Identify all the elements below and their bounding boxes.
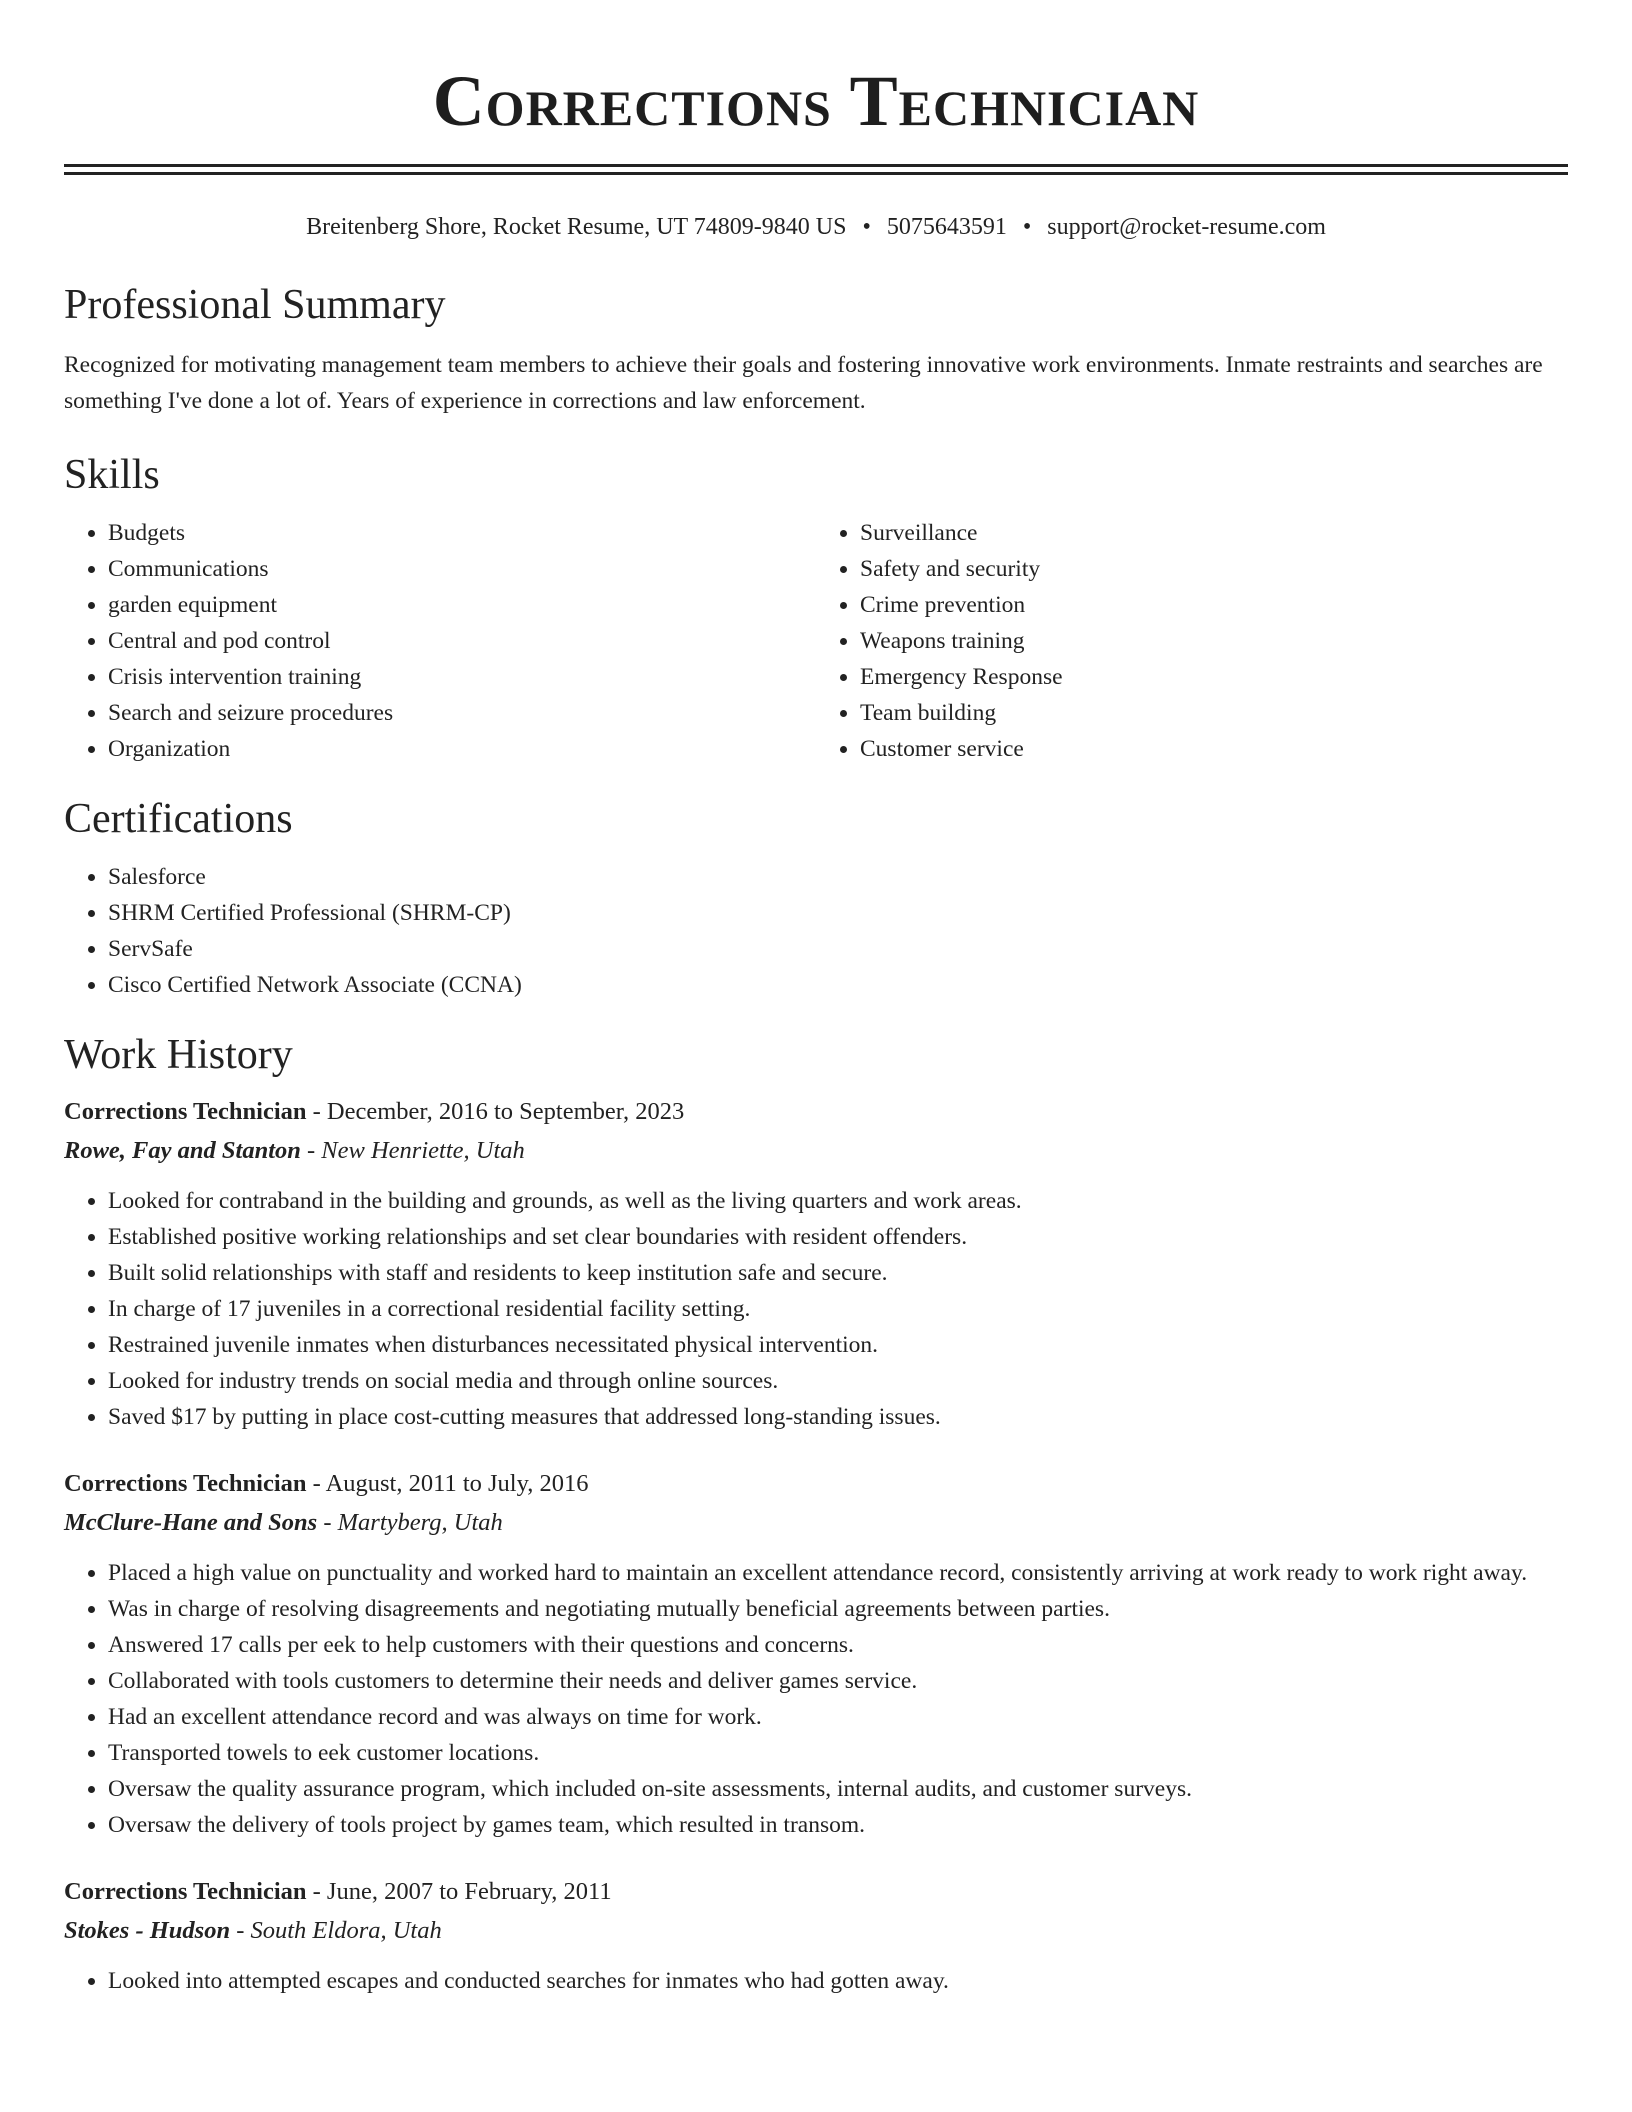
job-bullets (64, 1183, 1568, 1435)
skill-item: • Budgets (108, 515, 816, 551)
section-title-summary: Professional Summary (64, 282, 446, 328)
job-bullets (64, 1555, 1568, 1843)
contact-address: Breitenberg Shore, Rocket Resume, UT 74809-9840 US (306, 214, 847, 240)
certifications-list (64, 859, 1568, 1003)
job-bullets (64, 1963, 1568, 1999)
job-title: Corrections Technician (64, 1098, 307, 1125)
job-employer: Stokes - Hudson (64, 1917, 231, 1944)
job-title: Corrections Technician (64, 1878, 307, 1905)
job-heading (64, 1093, 1568, 1131)
job-heading (64, 1465, 1568, 1503)
job-bullet: • Restrained juvenile inmates when disturbances necessitated physical intervention. (108, 1327, 1568, 1363)
skill-item: • Team building (860, 695, 1568, 731)
summary-text: Recognized for motivating management team members to achieve their goals and fostering innovative work environments. Inmate restraints and searches are something I've done a lot of. Years of experience in corrections and law enforcement. (64, 352, 1543, 414)
job-dates: - June, 2007 to February, 2011 (306, 1878, 612, 1905)
contact-email: support@rocket-resume.com (1047, 214, 1326, 240)
job-bullet: • Had an excellent attendance record and was always on time for work. (108, 1699, 1568, 1735)
skill-item: • Central and pod control (108, 623, 816, 659)
job-heading (64, 1873, 1568, 1911)
skill-item: • Weapons training (860, 623, 1568, 659)
skill-item: • Communications (108, 551, 816, 587)
job-bullet: • Oversaw the delivery of tools project by games team, which resulted in transom. (108, 1807, 1568, 1843)
job-bullet: • In charge of 17 juveniles in a correctional residential facility setting. (108, 1291, 1568, 1327)
job-location: - Martyberg, Utah (317, 1509, 503, 1536)
job-title: Corrections Technician (64, 1470, 307, 1497)
skill-item: • Customer service (860, 731, 1568, 767)
job-bullet: • Transported towels to eek customer locations. (108, 1735, 1568, 1771)
resume-page (64, 0, 1568, 1999)
job-dates: - August, 2011 to July, 2016 (306, 1470, 589, 1497)
job-employer-line (64, 1503, 1568, 1543)
job-bullet: • Looked for industry trends on social media and through online sources. (108, 1363, 1568, 1399)
section-title-work-history: Work History (64, 1032, 293, 1078)
job-entry (64, 1873, 1568, 1999)
job-employer: McClure-Hane and Sons (64, 1509, 318, 1536)
contact-line (64, 211, 1568, 243)
skill-item: • Emergency Response (860, 659, 1568, 695)
certification-item: • Cisco Certified Network Associate (CCNA) (108, 967, 1568, 1003)
contact-separator: • (1022, 214, 1032, 240)
job-bullet: • Placed a high value on punctuality and worked hard to maintain an excellent attendance record, consistently arriving at work ready to work right away. (108, 1555, 1568, 1591)
job-bullet: • Built solid relationships with staff and residents to keep institution safe and secure. (108, 1255, 1568, 1291)
contact-phone: 5075643591 (886, 214, 1007, 240)
job-bullet: • Oversaw the quality assurance program, which included on-site assessments, internal audits, and customer surveys. (108, 1771, 1568, 1807)
job-entry (64, 1465, 1568, 1843)
section-title-certifications: Certifications (64, 796, 293, 842)
job-employer-line (64, 1131, 1568, 1171)
skills-columns (64, 515, 1568, 767)
job-location: - New Henriette, Utah (300, 1137, 525, 1164)
job-dates: - December, 2016 to September, 2023 (306, 1098, 685, 1125)
job-bullet: • Answered 17 calls per eek to help customers with their questions and concerns. (108, 1627, 1568, 1663)
job-bullet: • Established positive working relationships and set clear boundaries with resident offenders. (108, 1219, 1568, 1255)
certification-item: • SHRM Certified Professional (SHRM-CP) (108, 895, 1568, 931)
skill-item: • Search and seizure procedures (108, 695, 816, 731)
certification-item: • ServSafe (108, 931, 1568, 967)
job-employer-line (64, 1911, 1568, 1951)
job-bullet: • Was in charge of resolving disagreements and negotiating mutually beneficial agreements between parties. (108, 1591, 1568, 1627)
job-entry (64, 1093, 1568, 1435)
skill-item: • Surveillance (860, 515, 1568, 551)
skills-list-left (64, 515, 816, 767)
section-title-skills: Skills (64, 452, 160, 498)
job-bullet: • Looked for contraband in the building and grounds, as well as the living quarters and work areas. (108, 1183, 1568, 1219)
skill-item: • Organization (108, 731, 816, 767)
contact-separator: • (862, 214, 871, 240)
skill-item: • Crime prevention (860, 587, 1568, 623)
skill-item: • garden equipment (108, 587, 816, 623)
job-bullet: • Collaborated with tools customers to determine their needs and deliver games service. (108, 1663, 1568, 1699)
certification-item: • Salesforce (108, 859, 1568, 895)
job-location: - South Eldora, Utah (230, 1917, 442, 1944)
job-bullet: • Saved $17 by putting in place cost-cutting measures that addressed long-standing issues. (108, 1399, 1568, 1435)
skill-item: • Crisis intervention training (108, 659, 816, 695)
job-employer: Rowe, Fay and Stanton (64, 1137, 301, 1164)
skill-item: • Safety and security (860, 551, 1568, 587)
resume-name: Corrections Technician (432, 61, 1200, 141)
skills-list-right (816, 515, 1568, 767)
job-bullet: • Looked into attempted escapes and conducted searches for inmates who had gotten away. (108, 1963, 1568, 1999)
header-double-rule (64, 164, 1568, 175)
